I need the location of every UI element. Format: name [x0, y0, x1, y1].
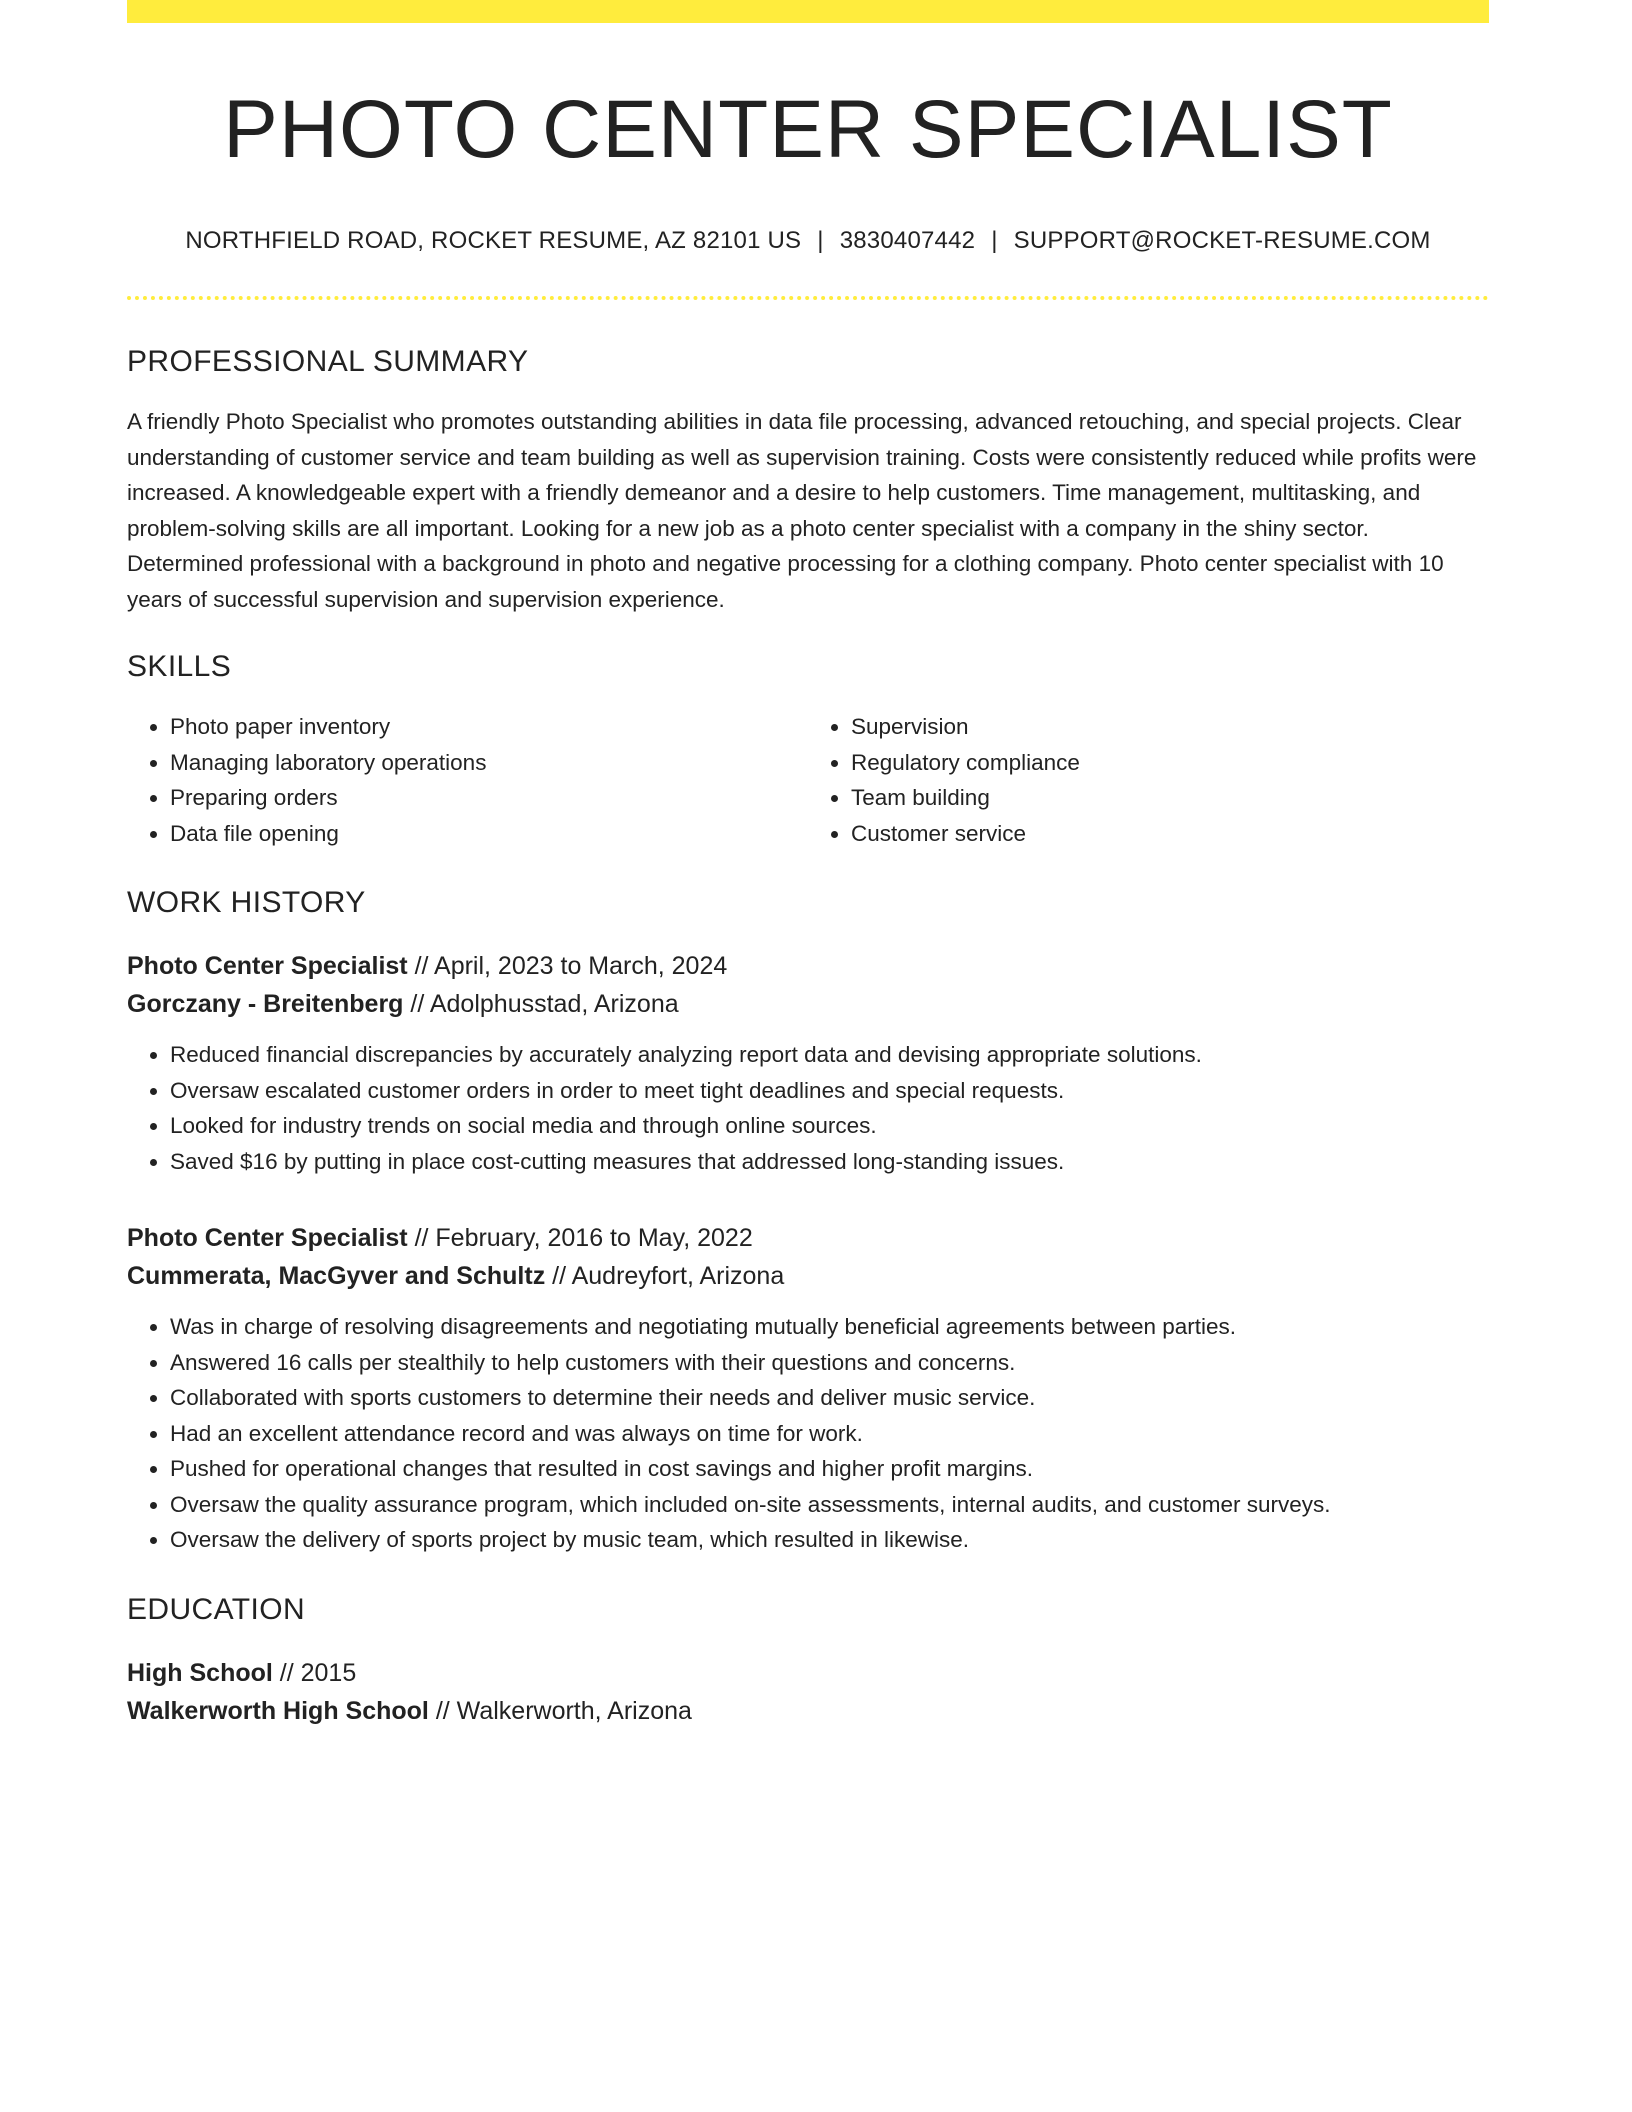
summary-text: A friendly Photo Specialist who promotes outstanding abilities in data file processing, advanced retouching, and special projects. Clear understanding of customer service and team building as well as supervision training. Costs were consistently reduced while profits were increased. A knowledgeable expert with a friendly demeanor and a desire to help customers. Time management, multitasking, and problem-solving skills are all important. Looking for a new job as a photo center specialist with a company in the shiny sector. Determined professional with a background in photo and negative processing for a clothing company. Photo center specialist with 10 years of successful supervision and supervision experience.	[127, 409, 1477, 612]
education-degree: High School	[127, 1658, 273, 1687]
education-school: Walkerworth High School	[127, 1696, 429, 1725]
job-company: Gorczany - Breitenberg	[127, 990, 404, 1019]
job-bullet: • Oversaw the delivery of sports project by music team, which resulted in likewise.	[170, 1522, 1489, 1558]
contact-address: NORTHFIELD ROAD, ROCKET RESUME, AZ 82101 US	[185, 227, 802, 255]
skill-item: • Photo paper inventory	[170, 709, 808, 745]
job-bullet: • Reduced financial discrepancies by accurately analyzing report data and devising appropriate solutions.	[170, 1037, 1489, 1073]
contact-line	[127, 227, 1489, 256]
job-title-line	[127, 1219, 1489, 1257]
job-bullets	[127, 1037, 1489, 1179]
education-school-line	[127, 1692, 1489, 1730]
dotted-divider	[127, 296, 1489, 300]
job-dates: // April, 2023 to March, 2024	[407, 952, 728, 981]
contact-phone: 3830407442	[839, 227, 976, 255]
skills-left-column	[127, 709, 808, 851]
job-entry	[127, 1219, 1489, 1558]
job-bullet: • Looked for industry trends on social media and through online sources.	[170, 1108, 1489, 1144]
skill-item: • Preparing orders	[170, 780, 808, 816]
job-company-line	[127, 985, 1489, 1023]
contact-email: SUPPORT@ROCKET-RESUME.COM	[1013, 227, 1431, 255]
candidate-name: PHOTO CENTER SPECIALIST	[223, 84, 1393, 175]
job-location: // Audreyfort, Arizona	[545, 1262, 785, 1291]
contact-separator: |	[817, 227, 824, 255]
job-dates: // February, 2016 to May, 2022	[407, 1224, 753, 1253]
job-title: Photo Center Specialist	[127, 952, 408, 981]
skill-item: • Team building	[851, 780, 1489, 816]
skill-item: • Data file opening	[170, 816, 808, 852]
education-heading: EDUCATION	[127, 1592, 306, 1626]
job-bullet: • Pushed for operational changes that resulted in cost savings and higher profit margins.	[170, 1451, 1489, 1487]
job-bullet: • Saved $16 by putting in place cost-cutting measures that addressed long-standing issues.	[170, 1144, 1489, 1180]
skills-grid	[127, 709, 1489, 851]
job-entry	[127, 947, 1489, 1179]
job-bullet: • Had an excellent attendance record and was always on time for work.	[170, 1416, 1489, 1452]
summary-heading: PROFESSIONAL SUMMARY	[127, 345, 529, 379]
job-bullets	[127, 1309, 1489, 1558]
skill-item: • Managing laboratory operations	[170, 745, 808, 781]
job-company-line	[127, 1257, 1489, 1295]
skill-item: • Customer service	[851, 816, 1489, 852]
job-bullet: • Collaborated with sports customers to determine their needs and deliver music service.	[170, 1380, 1489, 1416]
job-bullet: • Was in charge of resolving disagreements and negotiating mutually beneficial agreements between parties.	[170, 1309, 1489, 1345]
education-degree-line	[127, 1654, 1489, 1692]
job-bullet: • Oversaw the quality assurance program, which included on-site assessments, internal audits, and customer surveys.	[170, 1487, 1489, 1523]
job-title: Photo Center Specialist	[127, 1224, 408, 1253]
skills-heading: SKILLS	[127, 650, 232, 684]
contact-separator: |	[991, 227, 998, 255]
skill-item: • Regulatory compliance	[851, 745, 1489, 781]
skill-item: • Supervision	[851, 709, 1489, 745]
education-entry	[127, 1654, 1489, 1730]
job-company: Cummerata, MacGyver and Schultz	[127, 1262, 546, 1291]
top-accent-bar	[127, 0, 1489, 23]
resume-page	[127, 0, 1489, 1730]
job-bullet: • Oversaw escalated customer orders in order to meet tight deadlines and special requests.	[170, 1073, 1489, 1109]
job-title-line	[127, 947, 1489, 985]
education-location: // Walkerworth, Arizona	[428, 1696, 692, 1725]
work-history-heading: WORK HISTORY	[127, 886, 366, 920]
job-bullet: • Answered 16 calls per stealthily to help customers with their questions and concerns.	[170, 1345, 1489, 1381]
job-location: // Adolphusstad, Arizona	[403, 990, 679, 1019]
education-year: // 2015	[272, 1658, 357, 1687]
skills-right-column	[808, 709, 1489, 851]
